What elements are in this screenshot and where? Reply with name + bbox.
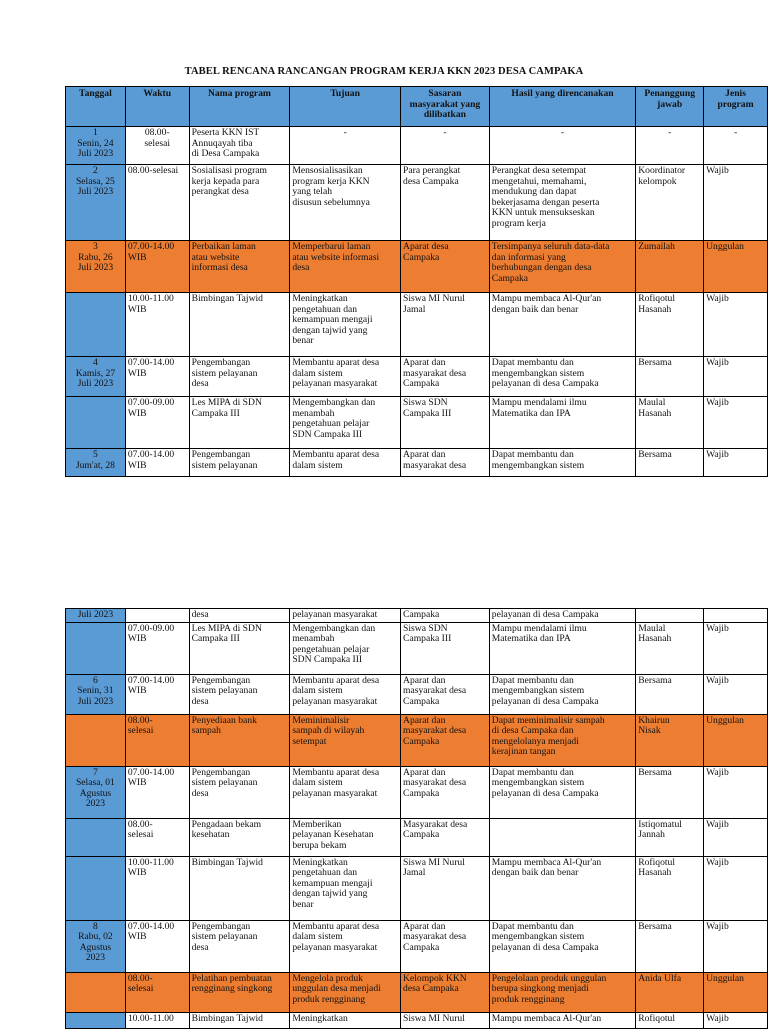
cell-date: 4 Kamis, 27 Juli 2023 xyxy=(66,357,126,397)
cell-planned-result: Mampu mendalami ilmu Matematika dan IPA xyxy=(489,397,635,449)
cell-time: 08.00- selesai xyxy=(125,714,189,766)
cell-person-in-charge: Bersama xyxy=(636,920,704,972)
table-row xyxy=(66,165,768,241)
cell-planned-result: Tersimpanya seluruh data-data dan informasi yang berhubungan dengan desa Campaka xyxy=(489,241,635,293)
cell-program-name: Pengembangan sistem pelayanan desa xyxy=(189,674,290,714)
cell-purpose: Membantu aparat desa dalam sistem pelayanan masyarakat xyxy=(290,766,401,818)
cell-planned-result: Mampu membaca Al-Qur'an dengan baik dan benar xyxy=(489,293,635,357)
header-target-group: Sasaran masyarakat yang dilibatkan xyxy=(401,87,490,127)
cell-time: 10.00-11.00 xyxy=(125,1012,189,1028)
cell-planned-result: Mampu mendalami ilmu Matematika dan IPA xyxy=(489,622,635,674)
table-row xyxy=(66,397,768,449)
cell-program-type: - xyxy=(704,127,768,165)
cell-purpose: Membantu aparat desa dalam sistem pelayanan masyarakat xyxy=(290,357,401,397)
table-row xyxy=(66,127,768,165)
cell-date: 6 Senin, 31 Juli 2023 xyxy=(66,674,126,714)
header-purpose: Tujuan xyxy=(290,87,401,127)
cell-program-name: Penyediaan bank sampah xyxy=(189,714,290,766)
cell-person-in-charge: Bersama xyxy=(636,766,704,818)
cell-program-name: desa xyxy=(189,609,290,623)
cell-planned-result: pelayanan di desa Campaka xyxy=(489,609,635,623)
table-row xyxy=(66,766,768,818)
table-row xyxy=(66,293,768,357)
cell-program-name: Pengembangan sistem pelayanan desa xyxy=(189,766,290,818)
cell-person-in-charge xyxy=(636,609,704,623)
cell-program-name: Pengadaan bekam kesehatan xyxy=(189,818,290,856)
cell-purpose: Mensosialisasikan program kerja KKN yang telah disusun sebelumnya xyxy=(290,165,401,241)
cell-target-group: Siswa MI Nurul Jamal xyxy=(401,293,490,357)
table-row xyxy=(66,449,768,477)
cell-date xyxy=(66,714,126,766)
cell-purpose: Mengelola produk unggulan desa menjadi produk rengginang xyxy=(290,972,401,1012)
cell-program-type: Wajib xyxy=(704,920,768,972)
cell-planned-result: Dapat membantu dan mengembangkan sistem pelayanan di desa Campaka xyxy=(489,920,635,972)
cell-date xyxy=(66,972,126,1012)
program-table-page-2 xyxy=(65,608,768,1029)
cell-time: 07.00-14.00 WIB xyxy=(125,357,189,397)
cell-purpose: Meningkatkan pengetahuan dan kemampuan mengaji dengan tajwid yang benar xyxy=(290,293,401,357)
cell-program-type: Wajib xyxy=(704,293,768,357)
cell-person-in-charge: Rofiqotul Hasanah xyxy=(636,293,704,357)
cell-date xyxy=(66,818,126,856)
table-row xyxy=(66,818,768,856)
cell-target-group: Kelompok KKN desa Campaka xyxy=(401,972,490,1012)
cell-program-name: Les MIPA di SDN Campaka III xyxy=(189,397,290,449)
cell-program-name: Pelatihan pembuatan rengginang singkong xyxy=(189,972,290,1012)
cell-person-in-charge: Koordinator kelompok xyxy=(636,165,704,241)
cell-purpose: Memperbarui laman atau website informasi desa xyxy=(290,241,401,293)
cell-target-group: Aparat dan masyarakat desa xyxy=(401,449,490,477)
cell-person-in-charge: Istiqomatul Jannah xyxy=(636,818,704,856)
table-body xyxy=(66,609,768,1029)
table-row xyxy=(66,1012,768,1028)
cell-target-group: Aparat dan masyarakat desa Campaka xyxy=(401,714,490,766)
cell-program-name: Bimbingan Tajwid xyxy=(189,293,290,357)
table-row xyxy=(66,622,768,674)
cell-time: 07.00-09.00 WIB xyxy=(125,397,189,449)
table-row xyxy=(66,856,768,920)
cell-program-type: Wajib xyxy=(704,165,768,241)
table-row xyxy=(66,241,768,293)
cell-program-type xyxy=(704,609,768,623)
cell-person-in-charge: Rofiqotul xyxy=(636,1012,704,1028)
cell-planned-result: Mampu membaca Al-Qur'an xyxy=(489,1012,635,1028)
cell-time: 08.00- selesai xyxy=(125,818,189,856)
cell-target-group: Siswa MI Nurul Jamal xyxy=(401,856,490,920)
cell-planned-result xyxy=(489,818,635,856)
cell-program-type: Wajib xyxy=(704,674,768,714)
cell-target-group: Aparat dan masyarakat desa Campaka xyxy=(401,920,490,972)
cell-person-in-charge: Bersama xyxy=(636,674,704,714)
cell-planned-result: Pengelolaan produk unggulan berupa singkong menjadi produk rengginang xyxy=(489,972,635,1012)
cell-program-name: Peserta KKN IST Annuqayah tiba di Desa Campaka xyxy=(189,127,290,165)
cell-target-group: Siswa MI Nurul xyxy=(401,1012,490,1028)
cell-program-name: Bimbingan Tajwid xyxy=(189,1012,290,1028)
cell-program-name: Pengembangan sistem pelayanan xyxy=(189,449,290,477)
cell-person-in-charge: Anida Ulfa xyxy=(636,972,704,1012)
cell-target-group: Aparat dan masyarakat desa Campaka xyxy=(401,766,490,818)
cell-program-type: Unggulan xyxy=(704,241,768,293)
cell-time xyxy=(125,609,189,623)
cell-date xyxy=(66,397,126,449)
cell-planned-result: Dapat membantu dan mengembangkan sistem xyxy=(489,449,635,477)
cell-person-in-charge: Maulal Hasanah xyxy=(636,397,704,449)
header-program-name: Nama program xyxy=(189,87,290,127)
cell-purpose: Membantu aparat desa dalam sistem xyxy=(290,449,401,477)
cell-person-in-charge: Khairun Nisak xyxy=(636,714,704,766)
table-header-row xyxy=(66,87,768,127)
cell-purpose: Membantu aparat desa dalam sistem pelayanan masyarakat xyxy=(290,674,401,714)
cell-person-in-charge: Bersama xyxy=(636,357,704,397)
header-person-in-charge: Penanggung jawab xyxy=(636,87,704,127)
cell-time: 07.00-09.00 WIB xyxy=(125,622,189,674)
cell-planned-result: Perangkat desa setempat mengetahui, memahami, mendukung dan dapat bekerjasama dengan peserta KKN untuk mensukseskan program kerja xyxy=(489,165,635,241)
table-row xyxy=(66,674,768,714)
cell-date xyxy=(66,293,126,357)
cell-person-in-charge: Rofiqotul Hasanah xyxy=(636,856,704,920)
cell-target-group: - xyxy=(401,127,490,165)
cell-planned-result: Mampu membaca Al-Qur'an dengan baik dan benar xyxy=(489,856,635,920)
cell-date: 7 Selasa, 01 Agustus 2023 xyxy=(66,766,126,818)
cell-program-name: Bimbingan Tajwid xyxy=(189,856,290,920)
cell-program-type: Wajib xyxy=(704,766,768,818)
table-row xyxy=(66,609,768,623)
header-time: Waktu xyxy=(125,87,189,127)
table-body xyxy=(66,127,768,477)
cell-time: 07.00-14.00 WIB xyxy=(125,449,189,477)
cell-purpose: - xyxy=(290,127,401,165)
cell-program-type: Wajib xyxy=(704,818,768,856)
cell-purpose: Mengembangkan dan menambah pengetahuan pelajar SDN Campaka III xyxy=(290,622,401,674)
cell-program-name: Sosialisasi program kerja kepada para perangkat desa xyxy=(189,165,290,241)
cell-date: 2 Selasa, 25 Juli 2023 xyxy=(66,165,126,241)
cell-time: 08.00- selesai xyxy=(125,127,189,165)
cell-time: 10.00-11.00 WIB xyxy=(125,293,189,357)
table-row xyxy=(66,357,768,397)
cell-date: 8 Rabu, 02 Agustus 2023 xyxy=(66,920,126,972)
table-row xyxy=(66,972,768,1012)
header-date: Tanggal xyxy=(66,87,126,127)
cell-target-group: Siswa SDN Campaka III xyxy=(401,622,490,674)
cell-date xyxy=(66,1012,126,1028)
cell-time: 08.00- selesai xyxy=(125,972,189,1012)
cell-purpose: Meningkatkan xyxy=(290,1012,401,1028)
cell-target-group: Aparat desa Campaka xyxy=(401,241,490,293)
cell-program-name: Perbaikan laman atau website informasi desa xyxy=(189,241,290,293)
cell-planned-result: Dapat membantu dan mengembangkan sistem pelayanan di desa Campaka xyxy=(489,674,635,714)
cell-person-in-charge: Maulal Hasanah xyxy=(636,622,704,674)
cell-purpose: Membantu aparat desa dalam sistem pelayanan masyarakat xyxy=(290,920,401,972)
table-row xyxy=(66,714,768,766)
cell-program-type: Wajib xyxy=(704,357,768,397)
cell-target-group: Siswa SDN Campaka III xyxy=(401,397,490,449)
cell-planned-result: Dapat membantu dan mengembangkan sistem pelayanan di desa Campaka xyxy=(489,766,635,818)
cell-target-group: Aparat dan masyarakat desa Campaka xyxy=(401,357,490,397)
cell-program-type: Unggulan xyxy=(704,972,768,1012)
cell-purpose: pelayanan masyarakat xyxy=(290,609,401,623)
cell-time: 07.00-14.00 WIB xyxy=(125,920,189,972)
cell-program-type: Wajib xyxy=(704,856,768,920)
cell-program-name: Pengembangan sistem pelayanan desa xyxy=(189,920,290,972)
cell-purpose: Meminimalisir sampah di wilayah setempat xyxy=(290,714,401,766)
table-row xyxy=(66,920,768,972)
cell-program-name: Pengembangan sistem pelayanan desa xyxy=(189,357,290,397)
cell-purpose: Memberikan pelayanan Kesehatan berupa bekam xyxy=(290,818,401,856)
cell-purpose: Meningkatkan pengetahuan dan kemampuan mengaji dengan tajwid yang benar xyxy=(290,856,401,920)
cell-time: 10.00-11.00 WIB xyxy=(125,856,189,920)
cell-date xyxy=(66,622,126,674)
cell-program-type: Wajib xyxy=(704,622,768,674)
cell-time: 08.00-selesai xyxy=(125,165,189,241)
cell-program-type: Wajib xyxy=(704,449,768,477)
cell-purpose: Mengembangkan dan menambah pengetahuan pelajar SDN Campaka III xyxy=(290,397,401,449)
cell-program-type: Unggulan xyxy=(704,714,768,766)
cell-planned-result: - xyxy=(489,127,635,165)
cell-person-in-charge: Bersama xyxy=(636,449,704,477)
cell-date: 5 Jum'at, 28 xyxy=(66,449,126,477)
cell-target-group: Aparat dan masyarakat desa Campaka xyxy=(401,674,490,714)
program-table-page-1 xyxy=(65,86,768,477)
cell-planned-result: Dapat membantu dan mengembangkan sistem pelayanan di desa Campaka xyxy=(489,357,635,397)
cell-date: Juli 2023 xyxy=(66,609,126,623)
cell-date: 3 Rabu, 26 Juli 2023 xyxy=(66,241,126,293)
header-program-type: Jenis program xyxy=(704,87,768,127)
cell-target-group: Campaka xyxy=(401,609,490,623)
cell-program-type: Wajib xyxy=(704,1012,768,1028)
cell-target-group: Masyarakat desa Campaka xyxy=(401,818,490,856)
cell-time: 07.00-14.00 WIB xyxy=(125,241,189,293)
header-planned-result: Hasil yang direncanakan xyxy=(489,87,635,127)
cell-target-group: Para perangkat desa Campaka xyxy=(401,165,490,241)
cell-time: 07.00-14.00 WIB xyxy=(125,674,189,714)
cell-time: 07.00-14.00 WIB xyxy=(125,766,189,818)
cell-person-in-charge: - xyxy=(636,127,704,165)
cell-program-type: Wajib xyxy=(704,397,768,449)
cell-date: 1 Senin, 24 Juli 2023 xyxy=(66,127,126,165)
cell-date xyxy=(66,856,126,920)
cell-planned-result: Dapat meminimalisir sampah di desa Campaka dan mengelolanya menjadi kerajinan tangan xyxy=(489,714,635,766)
cell-person-in-charge: Zumailah xyxy=(636,241,704,293)
cell-program-name: Les MIPA di SDN Campaka III xyxy=(189,622,290,674)
document-title: TABEL RENCANA RANCANGAN PROGRAM KERJA KKN 2023 DESA CAMPAKA xyxy=(184,66,584,77)
